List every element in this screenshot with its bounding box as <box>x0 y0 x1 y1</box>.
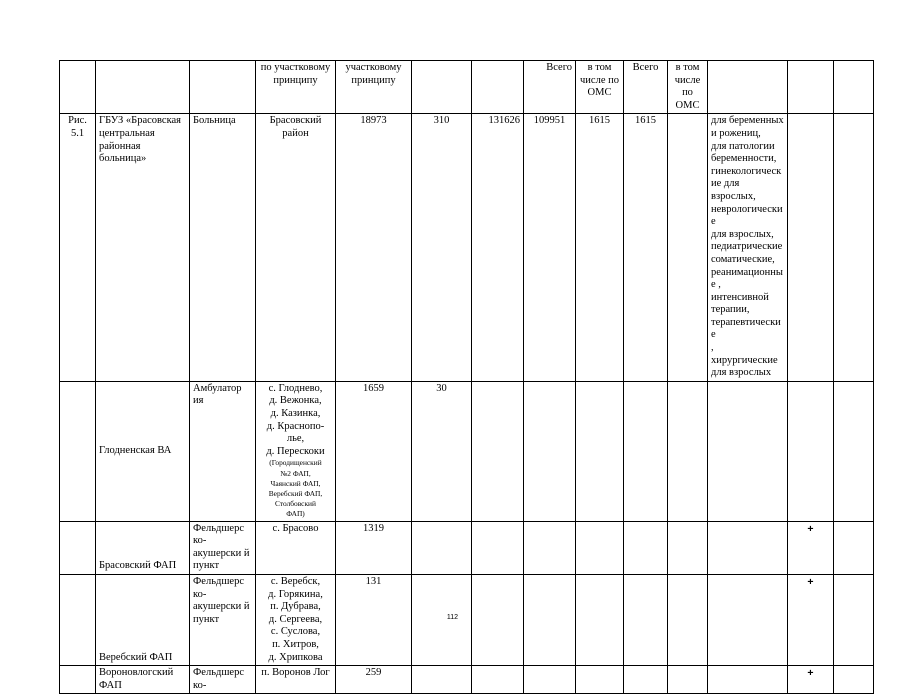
service-area-note: Чаянский ФАП, <box>270 478 321 488</box>
figure-ref <box>60 521 96 574</box>
service-area-line: лье, <box>286 433 305 445</box>
visits-oms <box>524 666 576 694</box>
beddays-oms <box>624 521 668 574</box>
facility-type: Фельдшерс ко-акушерски й пункт <box>190 521 256 574</box>
header-cell <box>190 61 256 114</box>
capacity <box>412 666 472 694</box>
service-area: с. Брасово <box>256 521 336 574</box>
service-area-line: д. Хрипкова <box>268 651 323 663</box>
facility-type: Фельдшерс ко-акушерски й пункт <box>190 575 256 666</box>
extra-cell <box>834 521 874 574</box>
facility-name: Вороновлогский ФАП <box>96 666 190 694</box>
capacity: 30 <box>412 381 472 521</box>
facility-name: Веребский ФАП <box>96 575 190 666</box>
facility-name: ГБУЗ «Брасовская центральная районная больница» <box>96 114 190 381</box>
visits-total: 131626 <box>472 114 524 381</box>
header-cell <box>96 61 190 114</box>
medical-facilities-table <box>59 60 874 694</box>
bed-profile-line: хирургические <box>711 354 778 366</box>
bed-profile-line: интенсивной <box>711 291 769 303</box>
bed-profile-line: е , <box>711 279 721 291</box>
values-blank <box>668 381 708 521</box>
header-cell-total-visits: Всего <box>524 61 576 114</box>
extra-cell <box>834 114 874 381</box>
service-area: п. Воронов Лог <box>256 666 336 694</box>
extra-cell <box>834 381 874 521</box>
figure-ref <box>60 381 96 521</box>
header-cell <box>60 61 96 114</box>
bed-profiles <box>708 381 788 521</box>
population: 1319 <box>336 521 412 574</box>
visits-total <box>472 666 524 694</box>
header-cell-area-principle: по участковому принципу <box>256 61 336 114</box>
values-blank <box>668 666 708 694</box>
visits-oms: 109951 <box>524 114 576 381</box>
mark-cell <box>788 114 834 381</box>
service-area-line: с. Суслова, <box>270 626 321 638</box>
facility-name: Глодненская ВА <box>96 381 190 521</box>
bed-profile-line: , <box>711 342 714 354</box>
bed-profile-line: для взрослых, <box>711 228 774 240</box>
bed-profile-line: беременности, <box>711 153 777 165</box>
beddays-oms <box>624 381 668 521</box>
facility-type: Амбулатор ия <box>190 381 256 521</box>
facility-type: Больница <box>190 114 256 381</box>
capacity: 310 <box>412 114 472 381</box>
bed-profiles <box>708 521 788 574</box>
service-area-note: Столбовский <box>275 499 316 509</box>
header-cell-beddays-oms: в том числе по ОМС <box>668 61 708 114</box>
bed-profile-line: и рожениц, <box>711 127 761 139</box>
service-area-line: д. Горякина, <box>268 588 323 600</box>
header-cell <box>834 61 874 114</box>
plus-mark: + <box>788 521 834 574</box>
population: 131 <box>336 575 412 666</box>
header-cell-total-beddays: Всего <box>624 61 668 114</box>
table-row <box>60 381 874 521</box>
mark-cell <box>788 381 834 521</box>
bed-profile-line: соматические, <box>711 253 775 265</box>
bed-profiles <box>708 666 788 694</box>
service-area-line: п. Хитров, <box>272 638 319 650</box>
visits-total <box>472 521 524 574</box>
bed-profile-line: для взрослых <box>711 367 772 379</box>
visits-oms <box>524 381 576 521</box>
service-area-note: Веребский ФАП, <box>268 489 323 499</box>
service-area-line: п. Дубрава, <box>270 601 321 613</box>
facility-name: Брасовский ФАП <box>96 521 190 574</box>
service-area-note: ФАП) <box>286 509 305 519</box>
bed-profile-line: терапевтические <box>711 316 781 341</box>
population: 18973 <box>336 114 412 381</box>
header-cell <box>708 61 788 114</box>
service-area <box>256 381 336 521</box>
page-number: 112 <box>446 614 459 621</box>
population: 1659 <box>336 381 412 521</box>
service-area-note: №2 ФАП, <box>280 468 311 478</box>
service-area-line: д. Сергеева, <box>268 613 323 625</box>
service-area-line: с. Глоднево, <box>268 382 323 394</box>
table-row <box>60 521 874 574</box>
values-blank <box>668 521 708 574</box>
bed-profile-line: педиатрические <box>711 241 783 253</box>
header-cell <box>472 61 524 114</box>
bed-profile-line: ие для взрослых, <box>711 178 756 202</box>
beddays-total <box>576 666 624 694</box>
beddays-total: 1615 <box>576 114 624 381</box>
beddays-oms <box>624 666 668 694</box>
service-area-line: д. Вежонка, <box>269 395 322 407</box>
service-area-line: д. Перескоки <box>266 445 325 457</box>
figure-ref <box>60 666 96 694</box>
table-row <box>60 114 874 381</box>
bed-profile-line: терапии, <box>711 304 750 316</box>
plus-mark: + <box>788 666 834 694</box>
visits-total <box>472 381 524 521</box>
service-area-line: с. Веребск, <box>270 576 321 587</box>
bed-profile-line: гинекологическ <box>711 165 782 177</box>
extra-cell <box>834 666 874 694</box>
header-cell-visits-oms: в том числе по ОМС <box>576 61 624 114</box>
beddays-oms: 1615 <box>624 114 668 381</box>
bed-profile-line: реанимационны <box>711 266 783 278</box>
beddays-total <box>576 521 624 574</box>
service-area-line: д. Краснопо- <box>266 420 325 432</box>
figure-ref: Рис. 5.1 <box>60 114 96 381</box>
header-cell <box>412 61 472 114</box>
table-header-row <box>60 61 874 114</box>
bed-profile-line: для патологии <box>711 140 775 152</box>
service-area-note: (Городищенский <box>269 458 322 468</box>
service-area: Брасовский район <box>256 114 336 381</box>
values-blank <box>668 114 708 381</box>
bed-profile-line: неврологические <box>711 203 783 228</box>
facility-type: Фельдшерс ко- <box>190 666 256 694</box>
population: 259 <box>336 666 412 694</box>
service-area-line: д. Казинка, <box>270 408 321 420</box>
header-cell-population-principle: участковому принципу <box>336 61 412 114</box>
table-row <box>60 666 874 694</box>
beddays-total <box>576 381 624 521</box>
bed-profile-line: для беременных <box>711 115 784 127</box>
plus-mark: + <box>788 575 834 666</box>
bed-profiles <box>708 114 788 381</box>
header-cell <box>788 61 834 114</box>
visits-oms <box>524 521 576 574</box>
capacity <box>412 521 472 574</box>
